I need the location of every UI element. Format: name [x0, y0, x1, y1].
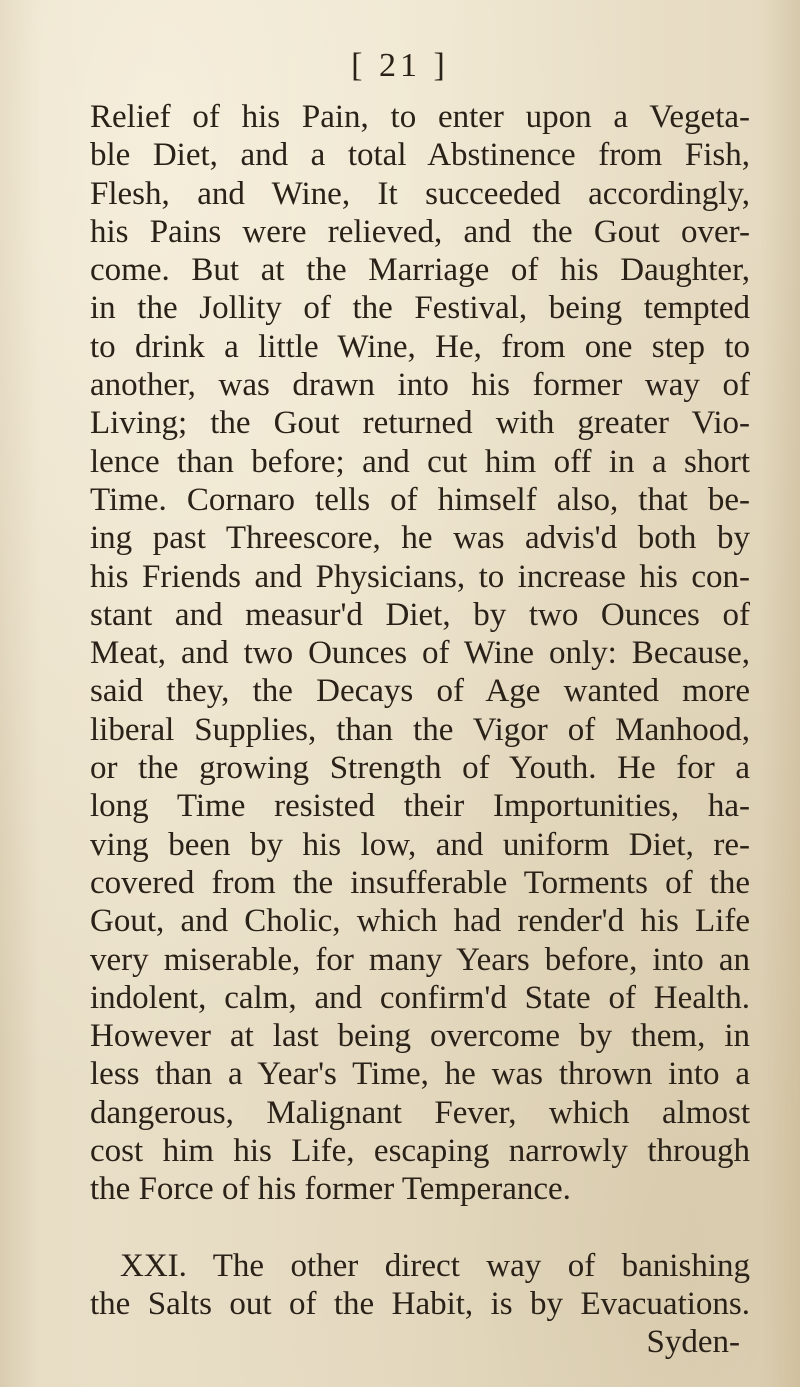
text-line: very miserable, for many Years before, into an [90, 941, 750, 978]
text-line: Time. Cornaro tells of himself also, that be- [90, 481, 750, 518]
text-line: covered from the insufferable Torments of the [90, 864, 750, 901]
text-line: another, was drawn into his former way of [90, 367, 750, 404]
text-line: or the growing Strength of Youth. He for a [90, 750, 750, 787]
text-line: Flesh, and Wine, It succeeded accordingly, [90, 175, 750, 212]
text-line: his Friends and Physicians, to increase his con- [90, 558, 750, 595]
text-line: come. But at the Marriage of his Daughter, [90, 252, 750, 289]
text-line: less than a Year's Time, he was thrown into a [90, 1056, 750, 1093]
text-line: the Force of his former Temperance. [90, 1171, 571, 1208]
text-line: ing past Threescore, he was advis'd both by [90, 520, 750, 557]
text-line: Living; the Gout returned with greater Vio- [90, 405, 750, 442]
text-line: ving been by his low, and uniform Diet, re- [90, 826, 750, 863]
body-text [90, 98, 750, 1362]
section-gap [90, 1209, 750, 1247]
text-line: cost him his Life, escaping narrowly through [90, 1133, 750, 1170]
text-line: dangerous, Malignant Fever, which almost [90, 1094, 750, 1131]
section-heading: XXI. The other direct way of banishing [120, 1247, 750, 1284]
text-line: to drink a little Wine, He, from one step to [90, 328, 750, 365]
text-line: Gout, and Cholic, which had render'd his Life [90, 903, 750, 940]
catchword: Syden- [646, 1324, 740, 1361]
text-line: his Pains were relieved, and the Gout over- [90, 213, 750, 250]
section-heading-continuation: the Salts out of the Habit, is by Evacuations. [90, 1285, 750, 1322]
text-line: liberal Supplies, than the Vigor of Manhood, [90, 711, 750, 748]
text-line: Relief of his Pain, to enter upon a Vegeta- [90, 99, 750, 135]
text-line: stant and measur'd Diet, by two Ounces of [90, 596, 750, 633]
text-line: long Time resisted their Importunities, ha- [90, 788, 750, 825]
text-line: Meat, and two Ounces of Wine only: Because, [90, 635, 750, 672]
text-line: lence than before; and cut him off in a short [90, 443, 750, 480]
text-line: said they, the Decays of Age wanted more [90, 673, 750, 710]
text-line: in the Jollity of the Festival, being tempted [90, 290, 750, 327]
text-line: However at last being overcome by them, in [90, 1018, 750, 1055]
page-number: [ 21 ] [351, 47, 449, 84]
text-line: ble Diet, and a total Abstinence from Fish, [90, 137, 750, 174]
text-line: indolent, calm, and confirm'd State of Health. [90, 979, 750, 1016]
